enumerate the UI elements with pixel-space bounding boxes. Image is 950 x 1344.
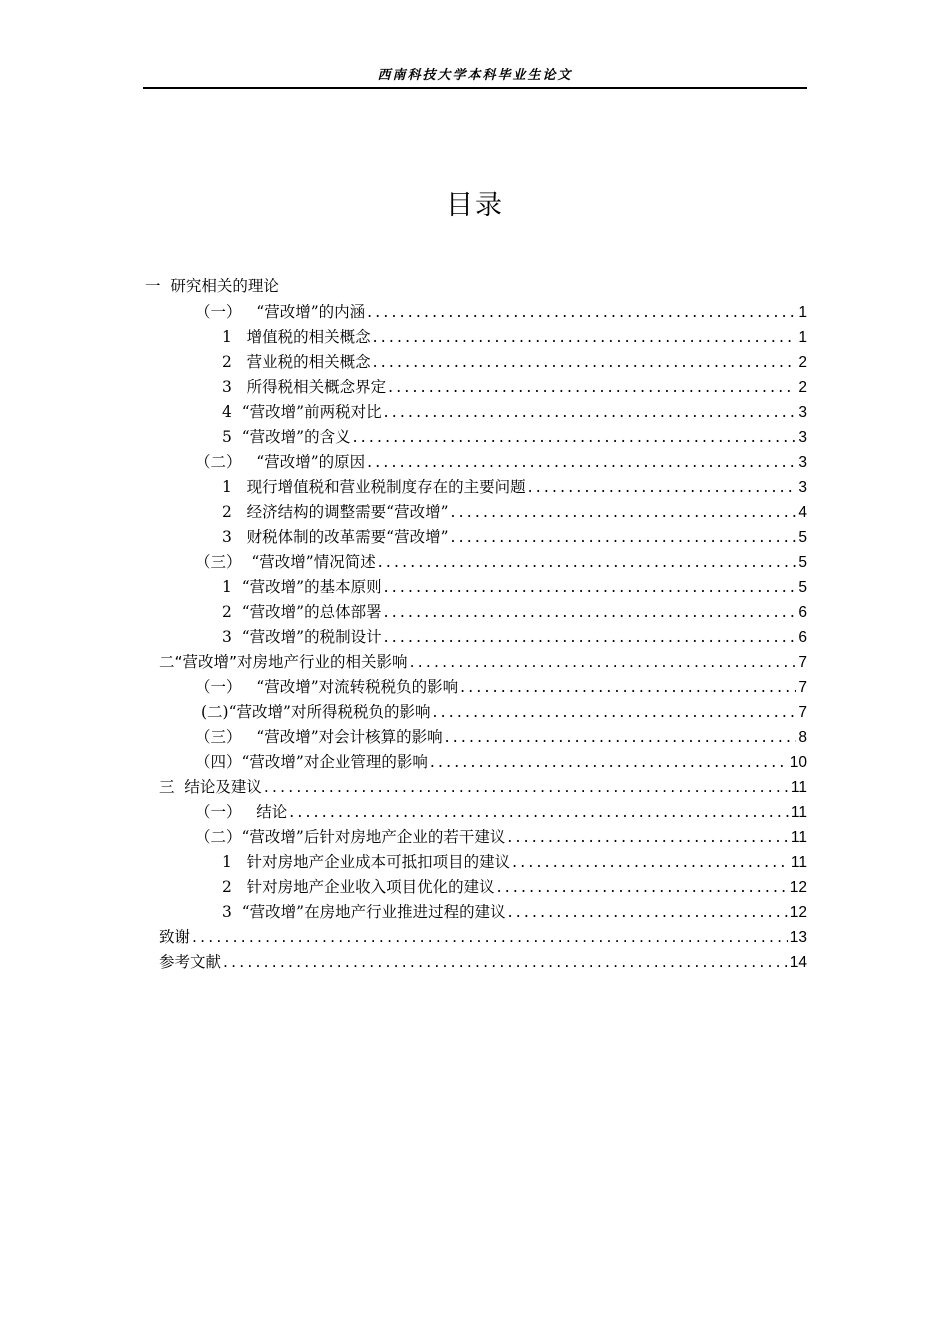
toc-entry-text: 3 “营改增”的税制设计	[222, 628, 382, 646]
toc-entry-text: 2 “营改增”的总体部署	[222, 603, 382, 621]
toc-page-number: 3	[798, 429, 807, 446]
toc-leader-dots	[289, 800, 789, 824]
toc-entry-text: （一） 结论	[195, 803, 288, 821]
toc-entry-text: 三 结论及建议	[159, 778, 262, 796]
toc-leader-dots	[432, 700, 796, 724]
toc-page-number: 14	[789, 954, 807, 971]
toc-page-number: 3	[798, 454, 807, 471]
toc-page-number: 3	[798, 479, 807, 496]
toc-leader-dots	[192, 925, 788, 949]
toc-page-number: 1	[798, 329, 807, 346]
toc-entry[interactable]	[195, 550, 807, 574]
toc-entry-text: （三） “营改增”对会计核算的影响	[195, 728, 443, 746]
toc-page-number: 5	[798, 579, 807, 596]
toc-page-number: 5	[798, 554, 807, 571]
toc-entry[interactable]	[222, 500, 807, 524]
toc-entry-text: 一 研究相关的理论	[145, 277, 279, 295]
toc-entry[interactable]	[195, 300, 807, 324]
toc-leader-dots	[384, 575, 797, 599]
toc-leader-dots	[367, 450, 796, 474]
page-title: 目录	[446, 190, 504, 221]
toc-leader-dots	[508, 900, 788, 924]
toc-entry[interactable]	[222, 325, 807, 349]
toc-page-number: 12	[789, 904, 807, 921]
toc-leader-dots	[430, 750, 788, 774]
toc-entry-text: （二）“营改增”后针对房地产企业的若干建议	[195, 828, 506, 846]
toc-leader-dots	[373, 325, 797, 349]
toc-leader-dots	[384, 625, 797, 649]
toc-leader-dots	[460, 675, 796, 699]
toc-leader-dots	[388, 375, 796, 399]
toc-leader-dots	[445, 725, 797, 749]
toc-entry-text: （一） “营改增”对流转税税负的影响	[195, 678, 459, 696]
toc-page-number: 7	[798, 654, 807, 671]
toc-entry[interactable]	[222, 350, 807, 374]
toc-page-number: 11	[790, 804, 807, 821]
toc-page-number: 6	[798, 629, 807, 646]
toc-entry[interactable]	[195, 725, 807, 749]
toc-entry-text: （一） “营改增”的内涵	[195, 303, 366, 321]
toc-entry[interactable]	[222, 375, 807, 399]
toc-page-number: 13	[789, 929, 807, 946]
toc-entry-text: 2 针对房地产企业收入项目优化的建议	[222, 878, 495, 896]
toc-entry[interactable]	[195, 450, 807, 474]
toc-page-number: 7	[798, 704, 807, 721]
toc-entry-text: 1 现行增值税和营业税制度存在的主要问题	[222, 478, 526, 496]
toc-entry[interactable]	[159, 925, 807, 949]
toc-leader-dots	[410, 650, 797, 674]
toc-page-number: 11	[790, 779, 807, 796]
toc-page-number: 8	[798, 729, 807, 746]
toc-page-number: 1	[798, 304, 807, 321]
toc-entry-text: (二)“营改增”对所得税税负的影响	[201, 703, 431, 721]
toc-leader-dots	[367, 300, 796, 324]
toc-page-number: 4	[798, 504, 807, 521]
toc-entry-text: 1 针对房地产企业成本可抵扣项目的建议	[222, 853, 511, 871]
toc-entry-text: （四）“营改增”对企业管理的影响	[195, 753, 428, 771]
toc-entry-text: 参考文献	[159, 953, 222, 971]
toc-entry[interactable]	[222, 625, 807, 649]
toc-entry[interactable]	[222, 425, 807, 449]
toc-entry[interactable]	[145, 274, 807, 298]
toc-entry-text: 4 “营改增”前两税对比	[222, 403, 382, 421]
toc-entry-text: 3 所得税相关概念界定	[222, 378, 387, 396]
toc-leader-dots	[512, 850, 789, 874]
toc-entry-text: （二） “营改增”的原因	[195, 453, 366, 471]
toc-entry[interactable]	[222, 400, 807, 424]
toc-entry-text: （三） “营改增”情况简述	[195, 553, 376, 571]
toc-page-number: 7	[798, 679, 807, 696]
toc-entry[interactable]	[159, 950, 807, 974]
toc-entry-text: 二“营改增”对房地产行业的相关影响	[159, 653, 408, 671]
toc-entry[interactable]	[222, 600, 807, 624]
toc-leader-dots	[373, 350, 797, 374]
running-header: 西南科技大学本科毕业生论文	[377, 68, 573, 83]
toc-entry-text: 致谢	[159, 928, 191, 946]
toc-leader-dots	[384, 600, 797, 624]
toc-page-number: 5	[798, 529, 807, 546]
toc-leader-dots	[378, 550, 797, 574]
toc-entry[interactable]	[195, 825, 807, 849]
toc-page-number: 12	[789, 879, 807, 896]
toc-entry[interactable]	[201, 700, 807, 724]
toc-entry[interactable]	[195, 800, 807, 824]
toc-leader-dots	[353, 425, 797, 449]
toc-entry[interactable]	[159, 775, 807, 799]
toc-entry-text: 3 “营改增”在房地产行业推进过程的建议	[222, 903, 506, 921]
toc-entry[interactable]	[222, 525, 807, 549]
toc-entry-text: 2 营业税的相关概念	[222, 353, 371, 371]
toc-entry[interactable]	[222, 575, 807, 599]
toc-leader-dots	[507, 825, 789, 849]
toc-entry[interactable]	[222, 875, 807, 899]
toc-entry-text: 2 经济结构的调整需要“营改增”	[222, 503, 449, 521]
toc-entry[interactable]	[195, 675, 807, 699]
toc-entry-text: 3 财税体制的改革需要“营改增”	[222, 528, 449, 546]
toc-leader-dots	[451, 525, 797, 549]
toc-leader-dots	[497, 875, 788, 899]
toc-leader-dots	[528, 475, 797, 499]
toc-entry[interactable]	[222, 850, 807, 874]
toc-entry-text: 1 增值税的相关概念	[222, 328, 371, 346]
toc-leader-dots	[223, 950, 788, 974]
toc-entry[interactable]	[195, 750, 807, 774]
toc-leader-dots	[451, 500, 797, 524]
toc-entry-text: 1 “营改增”的基本原则	[222, 578, 382, 596]
toc-page-number: 2	[798, 354, 807, 371]
toc-entry[interactable]	[222, 900, 807, 924]
toc-page-number: 10	[789, 754, 807, 771]
toc-entry[interactable]	[159, 650, 807, 674]
toc-leader-dots	[264, 775, 789, 799]
toc-leader-dots	[384, 400, 797, 424]
toc-page-number: 11	[790, 829, 807, 846]
toc-entry[interactable]	[222, 475, 807, 499]
toc-page-number: 2	[798, 379, 807, 396]
toc-page-number: 11	[790, 854, 807, 871]
toc-page-number: 3	[798, 404, 807, 421]
toc-entry-text: 5 “营改增”的含义	[222, 428, 351, 446]
toc-page-number: 6	[798, 604, 807, 621]
